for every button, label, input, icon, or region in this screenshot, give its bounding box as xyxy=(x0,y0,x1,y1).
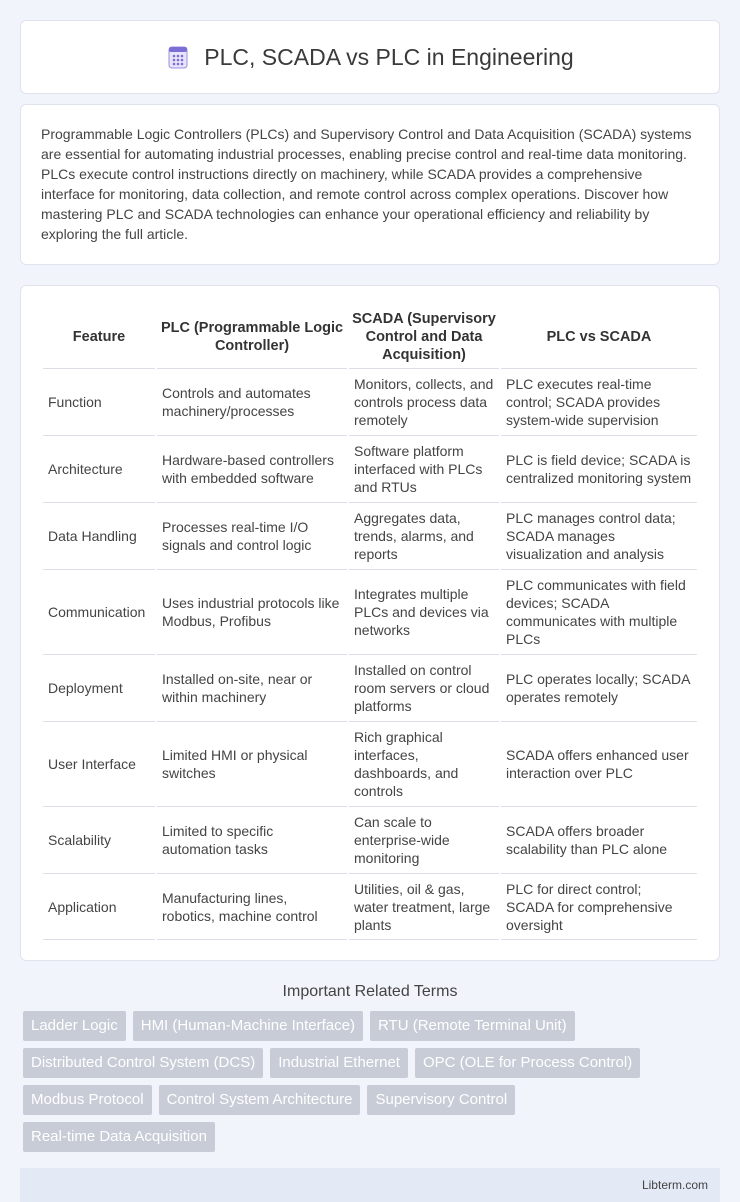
header-scada: SCADA (Supervisory Control and Data Acquisition) xyxy=(352,311,496,363)
table-row xyxy=(43,569,697,654)
related-term-tag[interactable]: RTU (Remote Terminal Unit) xyxy=(370,1011,575,1041)
table-cell: Limited HMI or physical switches xyxy=(157,721,347,806)
table-cell: Architecture xyxy=(43,435,155,502)
related-term-tag[interactable]: Supervisory Control xyxy=(367,1085,515,1115)
table-row xyxy=(43,806,697,873)
table-cell: Utilities, oil & gas, water treatment, large plants xyxy=(349,873,499,940)
table-cell: Deployment xyxy=(43,654,155,721)
table-cell: Application xyxy=(43,873,155,940)
table-cell: PLC for direct control; SCADA for comprehensive oversight xyxy=(501,873,697,940)
table-cell: Manufacturing lines, robotics, machine control xyxy=(157,873,347,940)
table-cell: Communication xyxy=(43,569,155,654)
table-cell: Can scale to enterprise-wide monitoring xyxy=(349,806,499,873)
table-cell: Software platform interfaced with PLCs and RTUs xyxy=(349,435,499,502)
table-cell: Installed on-site, near or within machinery xyxy=(157,654,347,721)
table-cell: Aggregates data, trends, alarms, and reports xyxy=(349,502,499,569)
table-cell: PLC operates locally; SCADA operates remotely xyxy=(501,654,697,721)
table-cell: PLC communicates with field devices; SCADA communicates with multiple PLCs xyxy=(501,569,697,654)
table-row xyxy=(43,721,697,806)
table-cell: SCADA offers enhanced user interaction over PLC xyxy=(501,721,697,806)
calculator-icon xyxy=(166,45,190,69)
table-cell: Hardware-based controllers with embedded software xyxy=(157,435,347,502)
table-cell: User Interface xyxy=(43,721,155,806)
related-term-tag[interactable]: Industrial Ethernet xyxy=(270,1048,408,1078)
related-term-tag[interactable]: Distributed Control System (DCS) xyxy=(23,1048,263,1078)
comparison-table xyxy=(41,306,699,940)
table-cell: Rich graphical interfaces, dashboards, and controls xyxy=(349,721,499,806)
page-title: PLC, SCADA vs PLC in Engineering xyxy=(204,43,574,70)
table-cell: Limited to specific automation tasks xyxy=(157,806,347,873)
table-cell: Scalability xyxy=(43,806,155,873)
related-term-tag[interactable]: Control System Architecture xyxy=(159,1085,361,1115)
header-plc: PLC (Programmable Logic Controller) xyxy=(160,320,344,354)
table-header-row xyxy=(43,306,697,368)
table-row xyxy=(43,368,697,435)
table-row xyxy=(43,435,697,502)
related-terms-title: Important Related Terms xyxy=(282,983,458,1000)
related-terms-list xyxy=(23,1011,720,1159)
table-cell: Processes real-time I/O signals and control logic xyxy=(157,502,347,569)
title-card xyxy=(20,20,720,94)
header-feature: Feature xyxy=(72,329,126,345)
table-cell: Uses industrial protocols like Modbus, Profibus xyxy=(157,569,347,654)
table-cell: SCADA offers broader scalability than PLC alone xyxy=(501,806,697,873)
table-cell: PLC executes real-time control; SCADA provides system-wide supervision xyxy=(501,368,697,435)
table-cell: Integrates multiple PLCs and devices via networks xyxy=(349,569,499,654)
table-cell: PLC is field device; SCADA is centralized monitoring system xyxy=(501,435,697,502)
comparison-table-card xyxy=(20,285,720,961)
related-term-tag[interactable]: HMI (Human-Machine Interface) xyxy=(133,1011,363,1041)
table-cell: Function xyxy=(43,368,155,435)
table-cell: Installed on control room servers or cloud platforms xyxy=(349,654,499,721)
table-cell: Data Handling xyxy=(43,502,155,569)
table-row xyxy=(43,502,697,569)
table-row xyxy=(43,873,697,940)
intro-text: Programmable Logic Controllers (PLCs) and Supervisory Control and Data Acquisition (SCADA) systems are essential for automating industrial processes, enabling precise control and real-time data monitoring. PLCs execute control instructions directly on machinery, while SCADA provides a comprehensive interface for monitoring, data collection, and remote control across complex operations. Discover how mastering PLC and SCADA technologies can enhance your operational efficiency and reliability by exploring the full article. xyxy=(41,126,692,242)
footer xyxy=(20,1168,720,1202)
related-term-tag[interactable]: OPC (OLE for Process Control) xyxy=(415,1048,640,1078)
related-term-tag[interactable]: Modbus Protocol xyxy=(23,1085,152,1115)
table-cell: Monitors, collects, and controls process data remotely xyxy=(349,368,499,435)
header-plc-vs-scada: PLC vs SCADA xyxy=(546,329,652,345)
footer-site-link[interactable]: Libterm.com xyxy=(641,1178,708,1192)
table-cell: Controls and automates machinery/processes xyxy=(157,368,347,435)
table-cell: PLC manages control data; SCADA manages visualization and analysis xyxy=(501,502,697,569)
table-row xyxy=(43,654,697,721)
intro-card xyxy=(20,104,720,265)
related-term-tag[interactable]: Ladder Logic xyxy=(23,1011,126,1041)
related-term-tag[interactable]: Real-time Data Acquisition xyxy=(23,1122,215,1152)
